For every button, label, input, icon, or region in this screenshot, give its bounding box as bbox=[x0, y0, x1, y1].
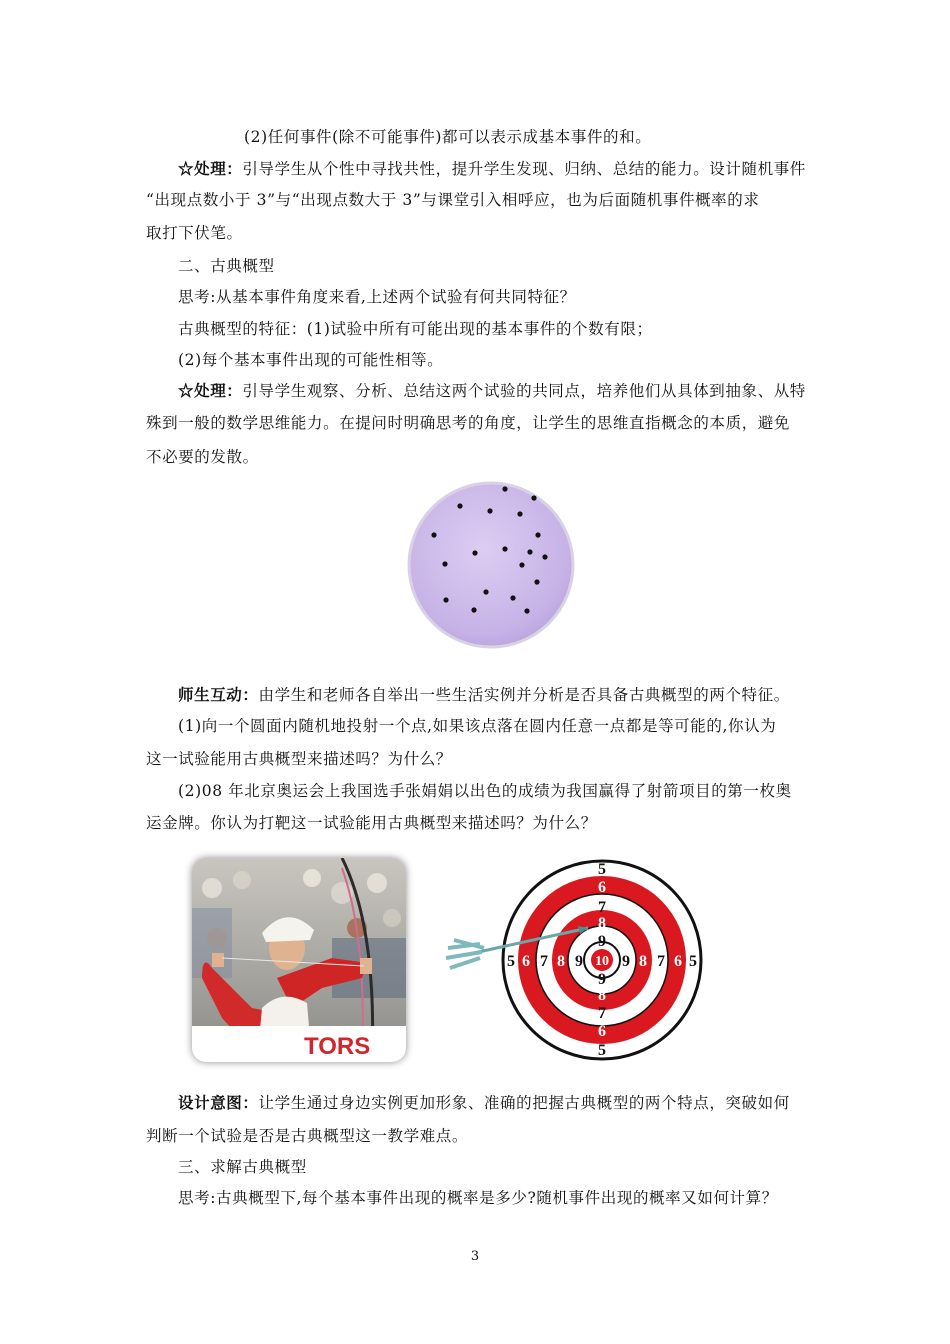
photo-banner-text: TORS bbox=[304, 1033, 371, 1060]
ring-label: 6 bbox=[674, 953, 682, 970]
ring-label: 9 bbox=[598, 933, 606, 950]
ring-label: 5 bbox=[598, 861, 606, 878]
example-1: (1)向一个圆面内随机地投射一个点,如果该点落在圆内任意一点都是等可能的,你认为 bbox=[178, 717, 777, 735]
ring-label: 9 bbox=[622, 953, 630, 970]
example-2: (2)08 年北京奥运会上我国选手张娟娟以出色的成绩为我国赢得了射箭项目的第一枚奥 bbox=[178, 782, 792, 800]
ring-label: 7 bbox=[540, 953, 548, 970]
ring-label-center: 10 bbox=[595, 954, 609, 969]
paragraph: ☆处理：引导学生观察、分析、总结这两个试验的共同点，培养他们从具体到抽象、从特 bbox=[178, 381, 806, 400]
ring-label: 8 bbox=[639, 953, 647, 970]
paragraph: 师生互动：由学生和老师各自举出一些生活实例并分析是否具备古典概型的两个特征。 bbox=[178, 685, 790, 704]
ring-label: 7 bbox=[598, 1005, 606, 1022]
ring-label: 7 bbox=[657, 953, 665, 970]
ring-label: 6 bbox=[598, 879, 606, 896]
ring-label: 6 bbox=[598, 1023, 606, 1040]
question: 思考:从基本事件角度来看,上述两个试验有何共同特征？ bbox=[178, 288, 576, 306]
page-number: 3 bbox=[470, 1249, 480, 1264]
ring-label: 8 bbox=[598, 915, 606, 932]
example-2-cont: 运金牌。你认为打靶这一试验能用古典概型来描述吗？为什么？ bbox=[146, 814, 597, 832]
paragraph: (2)任何事件(除不可能事件)都可以表示成基本事件的和。 bbox=[244, 128, 652, 146]
paragraph: 设计意图：让学生通过身边实例更加形象、准确的把握古典概型的两个特点，突破如何 bbox=[178, 1093, 790, 1112]
archer-photo bbox=[192, 858, 406, 1062]
paragraph-line: 判断一个试验是否是古典概型这一教学难点。 bbox=[146, 1127, 469, 1145]
question: 思考:古典概型下,每个基本事件出现的概率是多少?随机事件出现的概率又如何计算？ bbox=[178, 1189, 778, 1207]
ring-label: 6 bbox=[522, 953, 530, 970]
disc bbox=[409, 483, 573, 647]
section-heading: 三、求解古典概型 bbox=[178, 1158, 307, 1176]
ring-label: 8 bbox=[557, 953, 565, 970]
paragraph: ☆处理：引导学生从个性中寻找共性，提升学生发现、归纳、总结的能力。设计随机事件 bbox=[178, 159, 806, 178]
archery-target-figure bbox=[440, 858, 708, 1062]
feature-1: 古典概型的特征：(1)试验中所有可能出现的基本事件的个数有限； bbox=[178, 320, 653, 338]
ring-label: 7 bbox=[598, 899, 606, 916]
feature-2: (2)每个基本事件出现的可能性相等。 bbox=[178, 351, 444, 369]
section-heading: 二、古典概型 bbox=[178, 257, 275, 275]
ring-label: 9 bbox=[575, 953, 583, 970]
ring-label: 5 bbox=[598, 1042, 606, 1059]
paragraph-line: 不必要的发散。 bbox=[146, 448, 259, 466]
ring-label: 5 bbox=[507, 953, 515, 970]
random-points-disc-figure bbox=[406, 480, 576, 650]
ring-label: 9 bbox=[598, 971, 606, 988]
paragraph-line: 取打下伏笔。 bbox=[146, 224, 243, 242]
paragraph-line: 殊到一般的数学思维能力。在提问时明确思考的角度，让学生的思维直指概念的本质，避免 bbox=[146, 414, 791, 432]
paragraph-line: “出现点数小于 3”与“出现点数大于 3”与课堂引入相呼应，也为后面随机事件概率的求 bbox=[146, 191, 760, 209]
bold-label: ☆处理： bbox=[178, 159, 243, 178]
bold-label: 设计意图： bbox=[178, 1093, 259, 1112]
ring-label: 5 bbox=[689, 953, 697, 970]
ring-label: 8 bbox=[598, 987, 606, 1004]
bold-label: 师生互动： bbox=[178, 685, 259, 704]
example-1-cont: 这一试验能用古典概型来描述吗？为什么？ bbox=[146, 750, 452, 768]
bold-label: ☆处理： bbox=[178, 381, 243, 400]
